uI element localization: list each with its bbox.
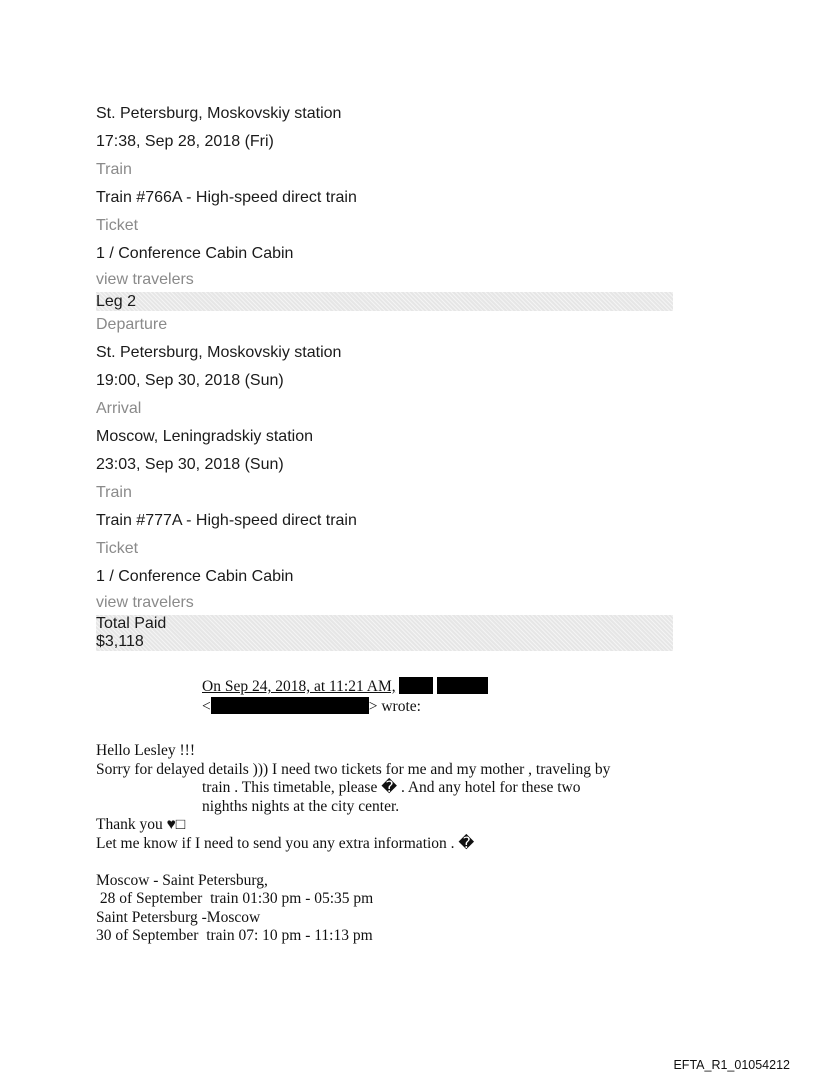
itinerary-section [96, 100, 673, 651]
route-1-time: 28 of September train 01:30 pm - 05:35 pm [96, 890, 374, 907]
leg2-header: Leg 2 [96, 292, 673, 311]
leg2-departure-station: St. Petersburg, Moskovskiy station [96, 344, 342, 361]
leg1-train-label: Train [96, 161, 132, 178]
leg2-train-value: Train #777A - High-speed direct train [96, 512, 357, 529]
leg1-ticket-value: 1 / Conference Cabin Cabin [96, 245, 294, 262]
email-body [96, 742, 610, 946]
leg2-arrival-station: Moscow, Leningradskiy station [96, 428, 313, 445]
leg2-departure-datetime: 19:00, Sep 30, 2018 (Sun) [96, 372, 284, 389]
body-line-1: Sorry for delayed details ))) I need two tickets for me and my mother , traveling by [96, 760, 611, 778]
route-1: Moscow - Saint Petersburg, [96, 871, 268, 889]
body-line-3: nighths nights at the city center. [202, 797, 400, 815]
redaction-box [437, 677, 488, 694]
redaction-box [211, 697, 369, 714]
document-id-footer: EFTA_R1_01054212 [673, 1058, 790, 1072]
quoted-email-header [202, 677, 488, 717]
redaction-box [399, 677, 433, 694]
body-line-4: Let me know if I need to send you any extra information . � [96, 834, 475, 852]
leg2-arrival-datetime: 23:03, Sep 30, 2018 (Sun) [96, 456, 284, 473]
leg1-ticket-label: Ticket [96, 217, 139, 234]
route-2: Saint Petersburg -Moscow [96, 908, 261, 926]
leg2-train-label: Train [96, 484, 132, 501]
leg2-ticket-value: 1 / Conference Cabin Cabin [96, 568, 294, 585]
leg1-view-travelers-link[interactable]: view travelers [96, 271, 194, 288]
total-paid-block [96, 615, 673, 651]
blank-line [96, 853, 610, 872]
thanks-line: Thank you ♥□ [96, 816, 186, 833]
leg2-ticket-label: Ticket [96, 540, 139, 557]
quote-open-bracket: < [202, 698, 211, 715]
total-paid-label: Total Paid [96, 615, 167, 632]
leg1-arrival-station: St. Petersburg, Moskovskiy station [96, 105, 342, 122]
greeting-line: Hello Lesley !!! [96, 742, 195, 759]
body-line-2: train . This timetable, please � . And any hotel for these two [202, 779, 581, 796]
quote-wrote: > wrote: [368, 698, 421, 715]
quote-sender-line [202, 697, 488, 717]
leg2-view-travelers-link[interactable]: view travelers [96, 594, 194, 611]
leg2-departure-label: Departure [96, 316, 168, 333]
quote-date-line [202, 677, 488, 697]
leg1-train-value: Train #766A - High-speed direct train [96, 189, 357, 206]
total-paid-value: $3,118 [96, 633, 144, 650]
leg1-arrival-datetime: 17:38, Sep 28, 2018 (Fri) [96, 133, 274, 150]
leg2-arrival-label: Arrival [96, 400, 142, 417]
route-2-time: 30 of September train 07: 10 pm - 11:13 pm [96, 927, 373, 944]
quote-date-text: On Sep 24, 2018, at 11:21 AM, [202, 678, 396, 695]
